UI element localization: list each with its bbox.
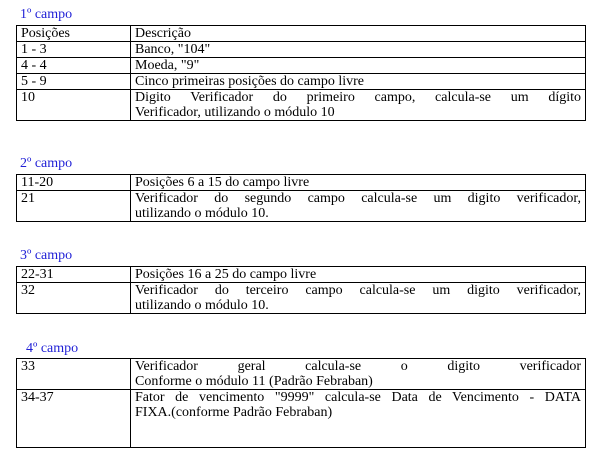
- table-header-row: [17, 26, 586, 42]
- section-2-table: [16, 174, 586, 222]
- row-description: [131, 359, 586, 390]
- row-description: Moeda, "9": [131, 58, 586, 74]
- row-description: [131, 191, 586, 222]
- row-description-line-2: Conforme o módulo 11 (Padrão Febraban): [135, 374, 373, 389]
- row-position: 1 - 3: [17, 42, 131, 58]
- table-row: [17, 191, 586, 222]
- row-description: Posições 16 a 25 do campo livre: [131, 267, 586, 283]
- section-1-title: 1º campo: [20, 7, 73, 22]
- header-description: Descrição: [131, 26, 586, 42]
- row-position: 32: [17, 283, 131, 314]
- row-position: 33: [17, 359, 131, 390]
- row-description: [131, 283, 586, 314]
- row-description: Banco, "104": [131, 42, 586, 58]
- row-position: 11-20: [17, 175, 131, 191]
- row-description: Cinco primeiras posições do campo livre: [131, 74, 586, 90]
- row-description-line-2: FIXA.(conforme Padrão Febraban): [135, 405, 333, 420]
- section-3-title: 3º campo: [20, 248, 73, 263]
- section-2-title: 2º campo: [20, 156, 73, 171]
- row-description: Posições 6 a 15 do campo livre: [131, 175, 586, 191]
- row-position: 34-37: [17, 390, 131, 448]
- row-description-line-1: Verificador do terceiro campo calcula-se um digito verificador,: [135, 283, 581, 298]
- section-4-table: [16, 358, 586, 448]
- table-row: [17, 74, 586, 90]
- row-position: 10: [17, 90, 131, 121]
- row-position: 4 - 4: [17, 58, 131, 74]
- table-row: [17, 58, 586, 74]
- table-row: [17, 359, 586, 390]
- row-description: [131, 90, 586, 121]
- row-description: [131, 390, 586, 448]
- table-row: [17, 42, 586, 58]
- row-position: 5 - 9: [17, 74, 131, 90]
- row-description-line-2: utilizando o módulo 10.: [135, 206, 269, 221]
- header-positions: Posições: [17, 26, 131, 42]
- section-3-table: [16, 266, 586, 314]
- table-row: [17, 175, 586, 191]
- row-description-line-2: utilizando o módulo 10.: [135, 298, 269, 313]
- table-row: [17, 283, 586, 314]
- section-4-title: 4º campo: [26, 341, 79, 356]
- row-position: 21: [17, 191, 131, 222]
- table-row: [17, 267, 586, 283]
- table-row: [17, 390, 586, 448]
- row-description-line-1: Fator de vencimento "9999" calcula-se Data de Vencimento - DATA: [135, 390, 581, 405]
- section-1-table: [16, 25, 586, 121]
- row-description-line-1: Verificador geral calcula-se o digito verificador: [135, 359, 581, 374]
- row-position: 22-31: [17, 267, 131, 283]
- row-description-line-2: Verificador, utilizando o módulo 10: [135, 105, 335, 120]
- row-description-line-1: Digito Verificador do primeiro campo, calcula-se um dígito: [135, 90, 581, 105]
- table-row: [17, 90, 586, 121]
- row-description-line-1: Verificador do segundo campo calcula-se um digito verificador,: [135, 191, 581, 206]
